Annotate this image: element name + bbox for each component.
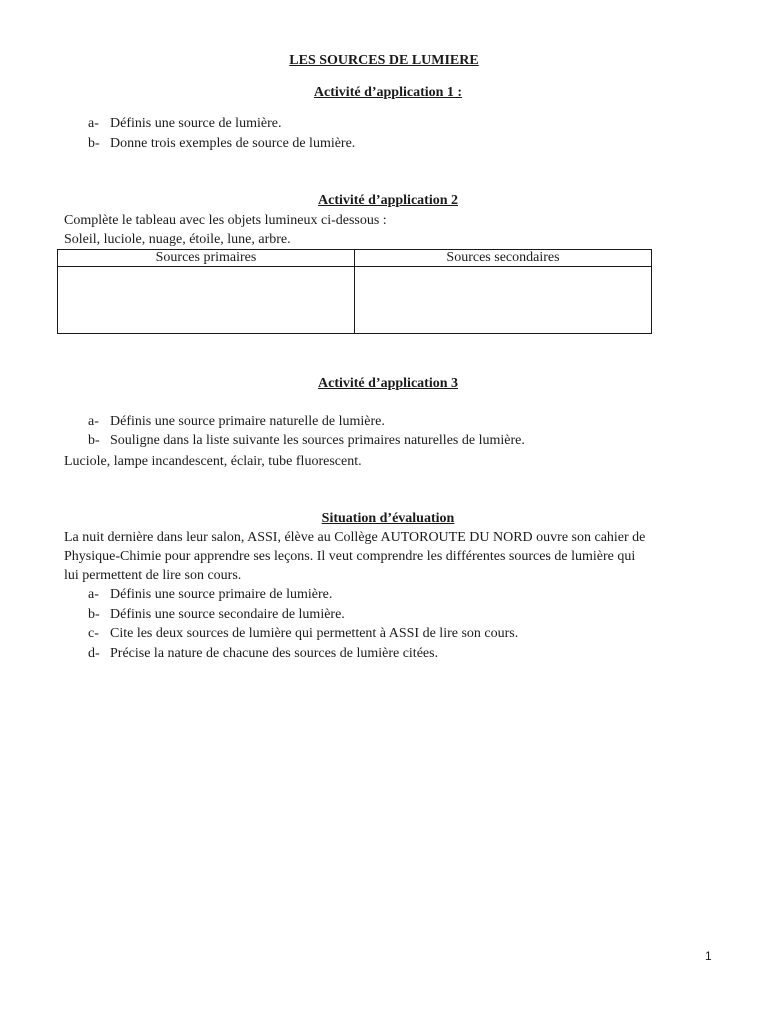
evaluation-item-d — [88, 644, 438, 664]
activity-3-list: Luciole, lampe incandescent, éclair, tube fluorescent. — [64, 454, 362, 469]
activity-2-heading: Activité d’application 2 — [318, 193, 458, 208]
item-marker: b- — [88, 607, 100, 622]
item-text: Précise la nature de chacune des sources de lumière citées. — [110, 646, 439, 661]
activity-3-item-b — [88, 431, 525, 451]
activity-1-item-a — [88, 114, 281, 134]
activity-2-objects: Soleil, luciole, nuage, étoile, lune, arbre. — [64, 232, 291, 247]
document-title: LES SOURCES DE LUMIERE — [289, 53, 479, 68]
secondary-sources-cell[interactable] — [355, 267, 652, 334]
item-marker: a- — [88, 414, 99, 429]
item-text: Définis une source secondaire de lumière. — [110, 607, 345, 622]
column-header-secondary: Sources secondaires — [355, 250, 652, 267]
item-text: Cite les deux sources de lumière qui permettent à ASSI de lire son cours. — [110, 626, 519, 641]
activity-1-item-b — [88, 134, 355, 154]
activity-1-heading: Activité d’application 1 : — [313, 85, 463, 100]
evaluation-text-line-3: lui permettent de lire son cours. — [64, 568, 242, 583]
page-number: 1 — [705, 949, 712, 963]
item-text: Souligne dans la liste suivante les sources primaires naturelles de lumière. — [110, 433, 525, 448]
evaluation-item-a — [88, 585, 332, 605]
item-marker: a- — [88, 587, 99, 602]
table-header-row — [58, 250, 652, 267]
item-text: Définis une source primaire naturelle de lumière. — [110, 414, 385, 429]
item-marker: a- — [88, 116, 99, 131]
item-marker: d- — [88, 646, 100, 661]
primary-sources-cell[interactable] — [58, 267, 355, 334]
evaluation-item-c — [88, 624, 518, 644]
evaluation-heading: Situation d’évaluation — [321, 511, 455, 526]
activity-3-item-a — [88, 412, 385, 432]
item-text: Donne trois exemples de source de lumière. — [110, 136, 356, 151]
activity-3-heading: Activité d’application 3 — [318, 376, 458, 391]
item-text: Définis une source primaire de lumière. — [110, 587, 333, 602]
item-marker: b- — [88, 433, 100, 448]
column-header-primary: Sources primaires — [58, 250, 355, 267]
item-marker: c- — [88, 626, 99, 641]
item-text: Définis une source de lumière. — [110, 116, 282, 131]
table-row — [58, 267, 652, 334]
activity-2-instruction: Complète le tableau avec les objets lumineux ci-dessous : — [64, 213, 387, 228]
evaluation-text-line-1: La nuit dernière dans leur salon, ASSI, élève au Collège AUTOROUTE DU NORD ouvre son cahier de — [64, 530, 646, 545]
sources-table — [57, 249, 652, 334]
evaluation-item-b — [88, 605, 345, 625]
item-marker: b- — [88, 136, 100, 151]
evaluation-text-line-2: Physique-Chimie pour apprendre ses leçons. Il veut comprendre les différentes sources de lumière qui — [64, 549, 636, 564]
